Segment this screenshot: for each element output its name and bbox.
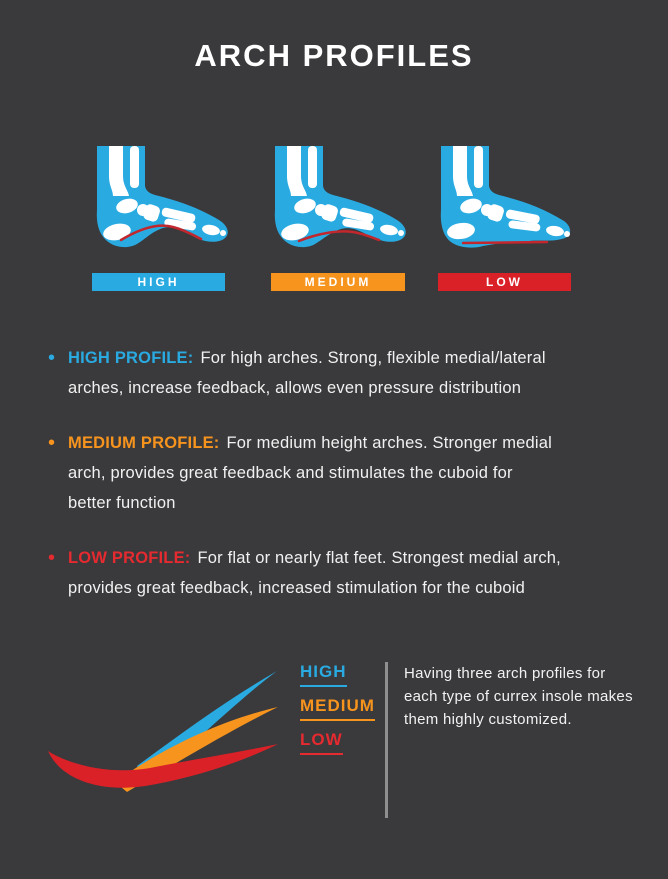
bullet-low-line1: LOW PROFILE: For flat or nearly flat feet. Strongest medial arch, bbox=[68, 549, 561, 567]
footnote-line2: each type of currex insole makes bbox=[404, 688, 633, 705]
bullet-low-profile bbox=[48, 543, 623, 603]
bullet-medium-line1: MEDIUM PROFILE: For medium height arches. Stronger medial bbox=[68, 434, 553, 452]
profile-descriptions bbox=[48, 343, 623, 628]
bullet-dot-icon: • bbox=[48, 547, 56, 569]
bullet-high-profile bbox=[48, 343, 623, 403]
legend-medium: MEDIUM bbox=[300, 696, 375, 721]
foot-illustration-low-icon bbox=[429, 146, 577, 258]
page-title: ARCH PROFILES bbox=[194, 38, 474, 73]
bullet-medium-line2: arch, provides great feedback and stimulates the cuboid for bbox=[68, 464, 513, 482]
footnote-line1: Having three arch profiles for bbox=[404, 665, 606, 682]
footnote-line3: them highly customized. bbox=[404, 711, 572, 728]
label-bar-high-text: HIGH bbox=[137, 275, 180, 289]
vertical-divider bbox=[385, 662, 388, 818]
bullet-dot-icon: • bbox=[48, 347, 56, 369]
foot-diagram-low bbox=[429, 146, 577, 258]
bullet-medium-profile bbox=[48, 428, 623, 518]
legend-high: HIGH bbox=[300, 662, 347, 687]
bullet-medium-line3: better function bbox=[68, 494, 176, 512]
bullet-dot-icon: • bbox=[48, 432, 56, 454]
foot-diagram-high bbox=[85, 146, 233, 258]
footnote bbox=[404, 662, 636, 731]
foot-illustration-high-icon bbox=[85, 146, 233, 258]
label-bar-low-text: LOW bbox=[486, 275, 523, 289]
label-bar-medium bbox=[271, 273, 405, 291]
label-bar-low bbox=[438, 273, 571, 291]
legend-low: LOW bbox=[300, 730, 343, 755]
label-bar-high bbox=[92, 273, 225, 291]
label-bar-medium-text: MEDIUM bbox=[304, 275, 372, 289]
bullet-low-line2: provides great feedback, increased stimulation for the cuboid bbox=[68, 579, 526, 597]
bullet-high-line1: HIGH PROFILE: For high arches. Strong, flexible medial/lateral bbox=[68, 349, 546, 367]
arch-curves-graphic bbox=[25, 648, 295, 808]
foot-illustration-medium-icon bbox=[263, 146, 411, 258]
foot-diagram-medium bbox=[263, 146, 411, 258]
bullet-high-line2: arches, increase feedback, allows even pressure distribution bbox=[68, 379, 522, 397]
